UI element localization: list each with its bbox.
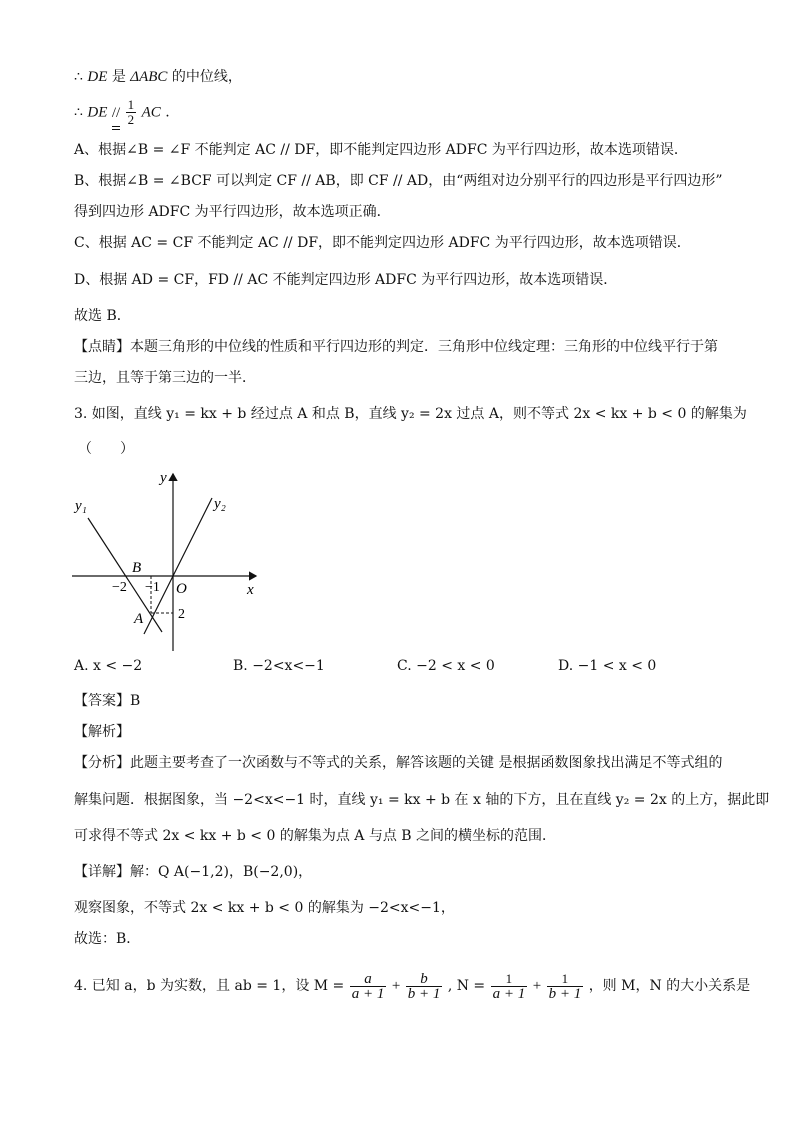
option-a: A. x < −2: [74, 658, 143, 674]
conclusion-midline: [74, 67, 242, 87]
plus-1: +: [391, 978, 401, 994]
fraction-1-over-b1: [547, 972, 584, 1001]
point-a-label: A: [134, 611, 144, 627]
frac2-num: b: [406, 972, 443, 987]
option-c-explanation: C、根据 AC = CF 不能判定 AC // DF，即不能判定四边形 ADFC 为平行四边形，故本选项错误．: [74, 235, 691, 251]
option-a-explanation: A、根据∠B = ∠F 不能判定 AC // DF，即不能判定四边形 ADFC 为平行四边形，故本选项错误．: [74, 142, 688, 158]
choice-result-1: 故选 B．: [74, 308, 131, 324]
q4-N: , N =: [447, 978, 486, 994]
origin-label: O: [176, 581, 187, 597]
parallel-mark: //: [111, 104, 121, 121]
question-4: [74, 968, 750, 1008]
fraction-b-over-b1: [406, 972, 443, 1001]
frac2-den: b + 1: [407, 985, 441, 1002]
frac-num: 1: [127, 97, 135, 112]
tick-2: 2: [178, 607, 185, 622]
option-b: B. −2<x<−1: [233, 658, 325, 674]
option-d-explanation: D、根据 AD = CF，FD // AC 不能判定四边形 ADFC 为平行四边形，故本选项错误．: [74, 272, 618, 288]
frac3-den: a + 1: [492, 985, 526, 1002]
option-b-explanation-1: B、根据∠B = ∠BCF 可以判定 CF // AB，即 CF // AD，由“两组对边分别平行的四边形是平行四边形”: [74, 173, 723, 189]
tick-minus-1: −1: [145, 580, 160, 595]
frac-den: 2: [127, 112, 135, 127]
answer-label: 【答案】B: [74, 693, 141, 709]
key-point-1: 【点睛】本题三角形的中位线的性质和平行四边形的判定．三角形中位线定理：三角形的中位线平行于第: [74, 339, 718, 355]
observe-graph: 观察图象，不等式 2x < kx + b < 0 的解集为 −2<x<−1，: [74, 900, 455, 916]
frac3-num: 1: [491, 972, 528, 987]
q4-intro: 4. 已知 a，b 为实数，且 ab = 1，设 M =: [74, 978, 345, 994]
equal-bar-2: [112, 129, 120, 130]
option-c: C. −2 < x < 0: [397, 658, 495, 674]
math-AC: AC: [141, 104, 161, 121]
line-y1: [88, 518, 162, 632]
option-b-explanation-2: 得到四边形 ADFC 为平行四边形，故本选项正确．: [74, 204, 391, 220]
y-axis-label: y: [160, 470, 167, 486]
analysis-1: 【分析】此题主要考查了一次函数与不等式的关系，解答该题的关键 是根据函数图象找出满足不等式组的: [74, 755, 723, 771]
question-3-stem: 3. 如图，直线 y₁ = kx + b 经过点 A 和点 B，直线 y₂ = 2x 过点 A，则不等式 2x < kx + b < 0 的解集为: [74, 406, 747, 422]
y2-label: y₂: [214, 496, 226, 512]
equal-bar-1: [112, 126, 120, 127]
choice-result-2: 故选：B．: [74, 931, 141, 947]
tick-minus-2: −2: [112, 580, 127, 595]
frac4-den: b + 1: [548, 985, 582, 1002]
frac1-den: a + 1: [351, 985, 385, 1002]
math-DE: DE: [87, 69, 108, 85]
text-midline: 的中位线，: [171, 69, 242, 85]
conclusion-parallel-half: [74, 98, 170, 128]
frac4-num: 1: [547, 972, 584, 987]
parallel-equal-symbol: [112, 103, 120, 123]
y1-label: y₁: [75, 498, 87, 514]
key-point-2: 三边，且等于第三边的一半．: [74, 370, 256, 386]
text-shi: 是: [111, 69, 126, 85]
question-3-paren: （ ）: [78, 441, 134, 457]
analysis-heading: 【解析】: [74, 724, 130, 740]
analysis-2: 解集问题．根据图象，当 −2<x<−1 时，直线 y₁ = kx + b 在 x 轴的下方，且在直线 y₂ = 2x 的上方，据此即: [74, 792, 770, 808]
therefore-symbol: ∴: [74, 69, 83, 85]
function-graph: [64, 466, 264, 656]
analysis-3: 可求得不等式 2x < kx + b < 0 的解集为点 A 与点 B 之间的横坐标的范围．: [74, 828, 557, 844]
fraction-1-over-a1: [491, 972, 528, 1001]
period: .: [165, 104, 170, 121]
q4-tail: ，则 M，N 的大小关系是: [588, 978, 751, 994]
option-d: D. −1 < x < 0: [558, 658, 657, 674]
fraction-a-over-a1: [350, 972, 387, 1001]
plus-2: +: [532, 978, 542, 994]
x-axis-label: x: [247, 582, 254, 598]
detail-solution: 【详解】解：Q A(−1,2)，B(−2,0)，: [74, 864, 313, 880]
math-DE-2: DE: [87, 104, 108, 121]
therefore-symbol-2: ∴: [74, 104, 83, 121]
point-b-label: B: [132, 560, 142, 576]
fraction-half: [126, 98, 137, 127]
math-triangle-ABC: ΔABC: [130, 69, 168, 85]
frac1-num: a: [350, 972, 387, 987]
